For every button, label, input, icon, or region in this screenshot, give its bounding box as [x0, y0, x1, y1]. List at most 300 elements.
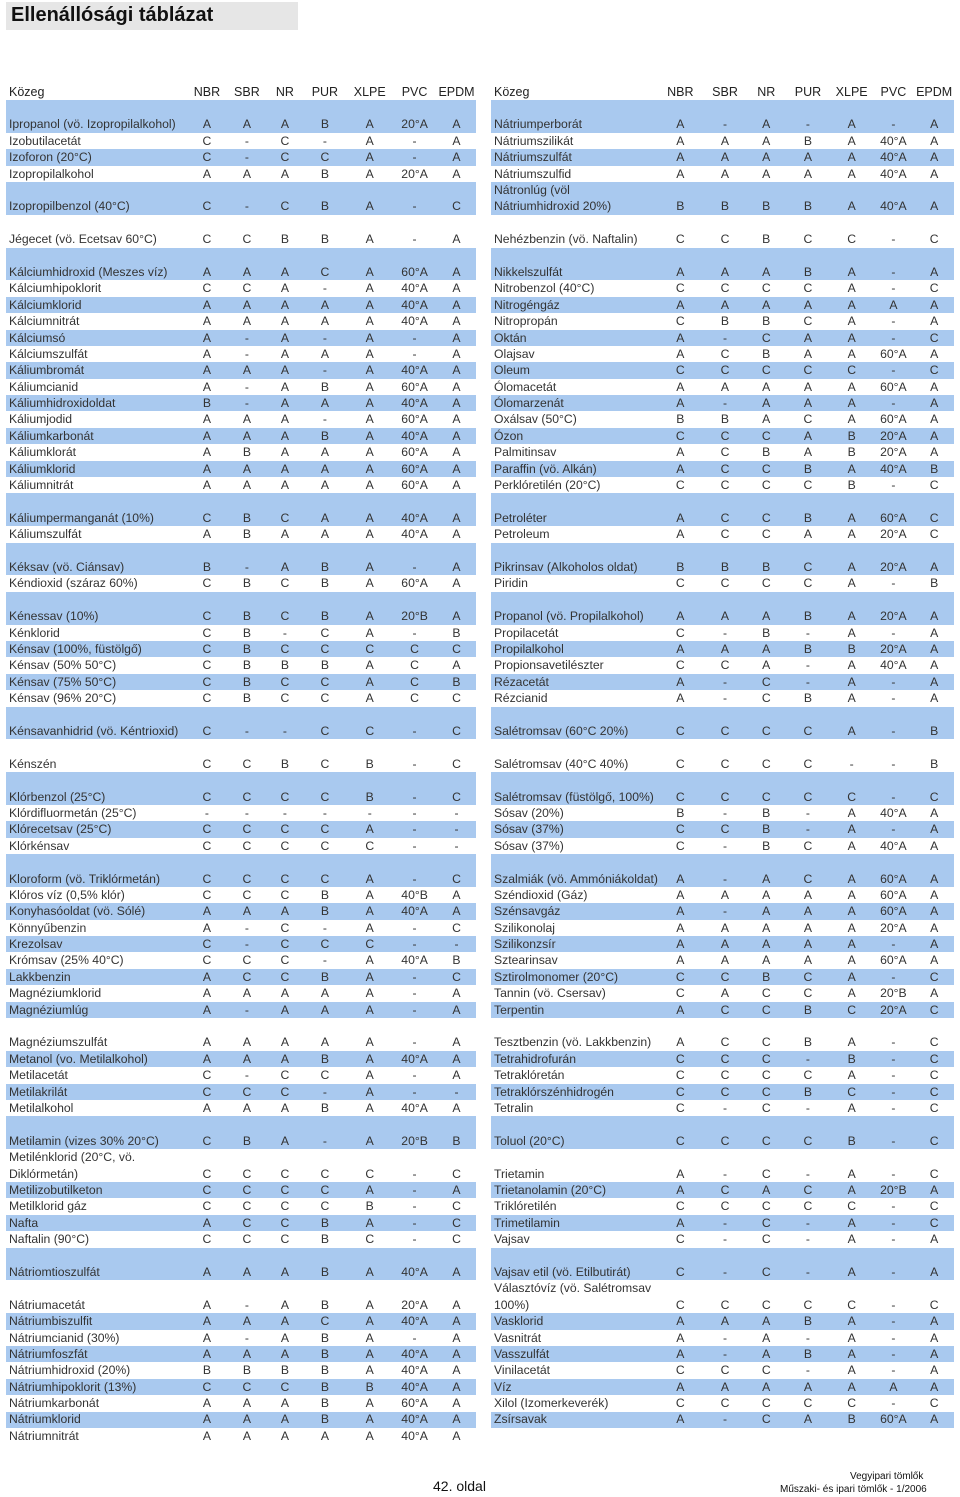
rating-cell: 60°A — [401, 478, 428, 493]
table-row — [6, 575, 476, 591]
table-row — [491, 936, 954, 952]
rating-cell: A — [365, 822, 374, 837]
rating-cell: A — [762, 1182, 771, 1197]
rating-cell: - — [244, 1330, 249, 1345]
rating-cell: A — [452, 264, 461, 279]
rating-cell: - — [722, 805, 728, 820]
table-row — [6, 182, 476, 215]
rating-cell: - — [244, 346, 249, 361]
rating-cell: A — [930, 838, 939, 853]
medium-name: Kénsavanhidrid (vö. Kéntrioxid) — [9, 723, 179, 738]
rating-cell: A — [365, 674, 374, 689]
rating-cell: B — [803, 1002, 813, 1017]
medium-name: Salétromsav (60°C 20%) — [494, 723, 629, 738]
medium-name: Magnéziumklorid — [9, 986, 102, 1001]
rating-cell: - — [412, 133, 417, 148]
medium-name: Pikrinsav (Alkoholos oldat) — [494, 560, 638, 575]
rating-cell: B — [320, 609, 329, 624]
medium-name: Nátriumszilikát — [494, 133, 574, 148]
rating-cell: - — [891, 1068, 896, 1083]
rating-cell: A — [676, 887, 685, 902]
rating-cell: - — [322, 805, 327, 820]
rating-cell: A — [452, 609, 461, 624]
rating-cell: C — [280, 1182, 290, 1197]
rating-cell: C — [280, 953, 290, 968]
column-header: NBR — [667, 84, 694, 99]
rating-cell: - — [891, 1363, 896, 1378]
rating-cell: A — [280, 346, 289, 361]
rating-cell: C — [720, 478, 730, 493]
rating-cell: C — [280, 150, 290, 165]
rating-cell: A — [847, 920, 856, 935]
rating-cell: - — [322, 330, 327, 345]
rating-cell: C — [720, 658, 730, 673]
rating-cell: C — [847, 363, 857, 378]
medium-name: Szalmiák (vö. Ammóniákoldat) — [494, 871, 658, 886]
rating-cell: 20°A — [401, 166, 428, 181]
medium-name: Káliumpermanganát (10%) — [9, 510, 154, 525]
rating-cell: A — [452, 330, 461, 345]
rating-cell: C — [803, 1182, 813, 1197]
rating-cell: A — [452, 576, 461, 591]
rating-cell: B — [320, 576, 329, 591]
medium-name: Nátriumnitrát — [9, 1428, 79, 1443]
rating-cell: C — [202, 887, 212, 902]
rating-cell: - — [722, 1166, 728, 1181]
rating-cell: - — [849, 756, 854, 771]
rating-cell: A — [202, 445, 211, 460]
rating-cell: B — [720, 199, 730, 214]
table-row — [6, 149, 476, 165]
rating-cell: C — [847, 232, 857, 247]
rating-cell: C — [720, 576, 730, 591]
rating-cell: - — [412, 756, 417, 771]
rating-cell: A — [242, 461, 251, 476]
rating-cell: C — [202, 838, 212, 853]
table-row — [6, 1182, 476, 1198]
rating-cell: A — [452, 510, 461, 525]
table-row — [491, 182, 954, 215]
medium-name: Metanol (vo. Metilalkohol) — [9, 1051, 148, 1066]
rating-cell: - — [722, 1232, 728, 1247]
medium-name: Izobutilacetát — [9, 133, 81, 148]
rating-cell: B — [320, 379, 329, 394]
rating-cell: B — [762, 346, 771, 361]
rating-cell: B — [320, 1215, 329, 1230]
medium-name: Klórecetsav (25°C) — [9, 822, 112, 837]
rating-cell: C — [242, 1215, 252, 1230]
rating-cell: A — [365, 1363, 374, 1378]
rating-cell: A — [365, 691, 374, 706]
rating-cell: 20°A — [880, 920, 907, 935]
medium-name: Triklóretilén — [494, 1199, 557, 1214]
rating-cell: - — [412, 805, 417, 820]
rating-cell: C — [365, 641, 375, 656]
rating-cell: C — [320, 789, 330, 804]
rating-cell: A — [280, 363, 289, 378]
rating-cell: C — [720, 1002, 730, 1017]
rating-cell: A — [930, 887, 939, 902]
rating-cell: - — [891, 1346, 896, 1361]
rating-cell: A — [720, 937, 730, 952]
rating-cell: A — [676, 527, 685, 542]
rating-cell: - — [367, 805, 372, 820]
rating-cell: B — [320, 1346, 329, 1361]
rating-cell: A — [930, 658, 939, 673]
rating-cell: - — [891, 674, 896, 689]
rating-cell: C — [675, 969, 685, 984]
rating-cell: C — [320, 150, 330, 165]
rating-cell: 60°A — [401, 461, 428, 476]
medium-name: Káliumklorát — [9, 445, 77, 460]
medium-name: Káliumcianid — [9, 379, 79, 394]
rating-cell: A — [803, 297, 813, 312]
rating-cell: A — [365, 1133, 374, 1148]
rating-cell: C — [280, 871, 290, 886]
rating-cell: A — [847, 166, 856, 181]
rating-cell: C — [761, 1101, 771, 1115]
rating-cell: C — [675, 838, 685, 853]
rating-cell: C — [761, 576, 771, 591]
table-row — [491, 395, 954, 411]
rating-cell: B — [803, 1084, 813, 1099]
rating-cell: C — [761, 1363, 771, 1378]
rating-cell: A — [280, 1412, 289, 1427]
rating-cell: 60°A — [401, 412, 428, 427]
rating-cell: B — [803, 133, 813, 148]
rating-cell: - — [805, 822, 810, 837]
rating-cell: A — [847, 379, 856, 394]
medium-name: Tannin (vö. Csersav) — [494, 986, 606, 1001]
medium-name: Nitropropán — [494, 314, 558, 329]
rating-cell: B — [762, 560, 771, 575]
rating-cell: C — [280, 609, 290, 624]
rating-cell: C — [320, 691, 330, 706]
rating-cell: B — [803, 199, 813, 214]
rating-cell: A — [202, 1101, 211, 1115]
rating-cell: 60°A — [880, 412, 907, 427]
table-row — [491, 592, 954, 625]
rating-cell: 40°A — [401, 1346, 428, 1361]
rating-cell: C — [280, 1232, 290, 1247]
rating-cell: B — [803, 461, 813, 476]
table-row — [6, 821, 476, 837]
rating-cell: - — [412, 346, 417, 361]
rating-cell: C — [202, 1379, 212, 1394]
rating-cell: C — [202, 1182, 212, 1197]
rating-cell: A — [202, 920, 211, 935]
rating-cell: 60°A — [880, 346, 907, 361]
rating-cell: C — [803, 789, 813, 804]
rating-cell: A — [452, 1314, 461, 1329]
rating-cell: C — [929, 1051, 939, 1066]
rating-cell: - — [244, 920, 249, 935]
rating-cell: A — [202, 986, 211, 1001]
rating-cell: C — [280, 133, 290, 148]
rating-cell: A — [676, 920, 685, 935]
table-row — [6, 657, 476, 673]
medium-name: Kénszén — [9, 756, 57, 771]
rating-cell: B — [676, 199, 685, 214]
rating-cell: 20°B — [401, 609, 428, 624]
table-row — [6, 920, 476, 936]
medium-name: Xilol (Izomerkeverék) — [494, 1396, 609, 1411]
title-box — [6, 2, 298, 30]
rating-cell: - — [244, 1297, 249, 1312]
rating-cell: B — [320, 658, 329, 673]
rating-cell: A — [320, 1035, 329, 1050]
rating-cell: - — [805, 625, 810, 640]
table-row — [491, 493, 954, 526]
rating-cell: A — [847, 1101, 856, 1115]
medium-name: Nátriomtioszulfát — [9, 1264, 100, 1279]
table-row — [491, 1395, 954, 1411]
rating-cell: A — [803, 904, 813, 919]
rating-cell: A — [847, 887, 856, 902]
rating-cell: C — [761, 789, 771, 804]
rating-cell: A — [452, 396, 461, 411]
rating-cell: 20°B — [880, 1182, 907, 1197]
rating-cell: A — [320, 986, 329, 1001]
rating-cell: B — [720, 560, 730, 575]
medium-name: Nátriumhipoklorit (13%) — [9, 1379, 137, 1394]
table-row — [6, 543, 476, 576]
rating-cell: A — [320, 1002, 329, 1017]
table-row — [6, 625, 476, 641]
medium-name: Kálciumklorid — [9, 297, 82, 312]
rating-cell: A — [930, 822, 939, 837]
rating-cell: A — [365, 281, 374, 296]
rating-cell: A — [452, 297, 461, 312]
rating-cell: A — [280, 1002, 289, 1017]
rating-cell: A — [280, 314, 289, 329]
table-row — [6, 428, 476, 444]
page-number: 42. oldal — [433, 1478, 486, 1494]
rating-cell: A — [242, 412, 251, 427]
table-row — [491, 1182, 954, 1198]
medium-name: Oktán — [494, 330, 527, 345]
rating-cell: C — [929, 969, 939, 984]
rating-cell: A — [202, 166, 211, 181]
rating-cell: A — [803, 527, 813, 542]
table-row — [491, 838, 954, 854]
table-row — [491, 772, 954, 805]
rating-cell: - — [244, 379, 249, 394]
rating-cell: C — [847, 1002, 857, 1017]
medium-name: Káliumhidroxidoldat — [9, 396, 116, 411]
rating-cell: A — [930, 166, 939, 181]
table-row — [6, 1067, 476, 1083]
rating-cell: C — [803, 871, 813, 886]
medium-name: Széndioxid (Gáz) — [494, 887, 588, 902]
rating-cell: 60°A — [401, 445, 428, 460]
table-row — [6, 100, 476, 133]
rating-cell: C — [761, 1199, 771, 1214]
rating-cell: A — [452, 1297, 461, 1312]
column-header: PVC — [401, 84, 428, 99]
table-row — [6, 1379, 476, 1395]
rating-cell: - — [412, 625, 417, 640]
medium-name: Ózon — [494, 428, 524, 443]
rating-cell: A — [365, 1330, 374, 1345]
rating-cell: B — [320, 199, 329, 214]
rating-cell: B — [320, 1297, 329, 1312]
rating-cell: A — [365, 330, 374, 345]
rating-cell: A — [280, 117, 289, 132]
table-row — [491, 1018, 954, 1051]
rating-cell: C — [761, 674, 771, 689]
rating-cell: A — [676, 1182, 685, 1197]
rating-cell: - — [244, 723, 249, 738]
rating-cell: - — [805, 1101, 810, 1115]
rating-cell: C — [929, 1297, 939, 1312]
rating-cell: C — [202, 133, 212, 148]
rating-cell: - — [454, 805, 459, 820]
medium-name: Ólomarzenát — [494, 396, 564, 411]
rating-cell: A — [847, 904, 856, 919]
rating-cell: C — [320, 1068, 330, 1083]
rating-cell: A — [452, 346, 461, 361]
rating-cell: 60°A — [880, 379, 907, 394]
medium-name: Salétromsav (40°C 40%) — [494, 756, 629, 771]
rating-cell: C — [720, 1363, 730, 1378]
rating-cell: - — [891, 264, 896, 279]
table-row — [491, 362, 954, 378]
rating-cell: A — [930, 346, 939, 361]
rating-cell: C — [242, 887, 252, 902]
rating-cell: C — [675, 986, 685, 1001]
rating-cell: A — [720, 986, 730, 1001]
rating-cell: C — [242, 822, 252, 837]
rating-cell: - — [412, 1084, 417, 1099]
rating-cell: - — [722, 1264, 728, 1279]
rating-cell: A — [365, 1346, 374, 1361]
rating-cell: A — [365, 1068, 374, 1083]
rating-cell: C — [202, 1166, 212, 1181]
rating-cell: - — [322, 1084, 327, 1099]
rating-cell: C — [242, 1199, 252, 1214]
rating-cell: A — [452, 379, 461, 394]
rating-cell: - — [805, 1051, 810, 1066]
rating-cell: A — [365, 560, 374, 575]
rating-cell: - — [282, 805, 287, 820]
medium-name: Metilalkohol — [9, 1101, 74, 1115]
rating-cell: B — [320, 1330, 329, 1345]
table-row — [491, 1362, 954, 1378]
medium-name: Sztearinsav — [494, 953, 558, 968]
rating-cell: A — [280, 1346, 289, 1361]
rating-cell: B — [762, 199, 771, 214]
medium-name: Kálciumhidroxid (Meszes víz) — [9, 264, 168, 279]
rating-cell: C — [929, 1035, 939, 1050]
table-row — [491, 707, 954, 740]
rating-cell: 60°A — [880, 953, 907, 968]
rating-cell: C — [720, 756, 730, 771]
rating-cell: C — [929, 1068, 939, 1083]
rating-cell: A — [930, 133, 939, 148]
medium-name: Káliumjodid — [9, 412, 73, 427]
rating-cell: 20°B — [880, 986, 907, 1001]
rating-cell: C — [320, 838, 330, 853]
rating-cell: A — [847, 281, 856, 296]
rating-cell: B — [452, 1133, 461, 1148]
rating-cell: A — [202, 363, 211, 378]
rating-cell: - — [805, 117, 810, 132]
table-row — [6, 772, 476, 805]
rating-cell: A — [202, 1215, 211, 1230]
rating-cell: - — [891, 969, 896, 984]
rating-cell: C — [803, 576, 813, 591]
rating-cell: A — [452, 428, 461, 443]
rating-cell: A — [930, 445, 939, 460]
rating-cell: A — [280, 445, 289, 460]
rating-cell: A — [847, 1314, 856, 1329]
table-row — [6, 1248, 476, 1281]
rating-cell: - — [891, 1101, 896, 1115]
rating-cell: A — [762, 937, 771, 952]
rating-cell: C — [202, 1084, 212, 1099]
rating-cell: C — [720, 1297, 730, 1312]
rating-cell: A — [242, 1346, 251, 1361]
rating-cell: A — [365, 363, 374, 378]
rating-cell: A — [847, 199, 856, 214]
rating-cell: A — [365, 871, 374, 886]
rating-cell: C — [929, 1002, 939, 1017]
medium-name: Könnyűbenzin — [9, 920, 87, 935]
rating-cell: - — [891, 1232, 896, 1247]
rating-cell: C — [675, 658, 685, 673]
table-row — [6, 1215, 476, 1231]
rating-cell: A — [762, 1314, 771, 1329]
rating-cell: - — [891, 396, 896, 411]
rating-cell: A — [676, 150, 685, 165]
rating-cell: A — [803, 953, 813, 968]
table-row — [491, 903, 954, 919]
rating-cell: A — [320, 1428, 329, 1443]
rating-cell: A — [803, 937, 813, 952]
rating-cell: C — [675, 232, 685, 247]
rating-cell: - — [891, 723, 896, 738]
rating-cell: A — [452, 281, 461, 296]
table-row — [6, 1412, 476, 1428]
rating-cell: 40°A — [401, 396, 428, 411]
medium-name: Lakkbenzin — [9, 969, 71, 984]
rating-cell: C — [452, 723, 461, 738]
table-row — [491, 887, 954, 903]
rating-cell: C — [410, 658, 419, 673]
rating-cell: A — [762, 887, 771, 902]
rating-cell: C — [242, 1182, 252, 1197]
rating-cell: A — [847, 1264, 856, 1279]
medium-name: Kénsav (100%, füstölgő) — [9, 641, 142, 656]
rating-cell: A — [930, 412, 939, 427]
rating-cell: A — [452, 1264, 461, 1279]
medium-name: Vasnitrát — [494, 1330, 542, 1345]
rating-cell: A — [365, 969, 374, 984]
rating-cell: A — [720, 641, 730, 656]
rating-cell: 40°A — [401, 281, 428, 296]
rating-cell: A — [452, 527, 461, 542]
rating-cell: C — [929, 1133, 939, 1148]
medium-name: Káliumbromát — [9, 363, 85, 378]
rating-cell: A — [452, 445, 461, 460]
rating-cell: B — [452, 674, 461, 689]
rating-cell: C — [202, 1199, 212, 1214]
rating-cell: 20°A — [880, 428, 907, 443]
rating-cell: - — [805, 1264, 810, 1279]
rating-cell: A — [847, 1232, 856, 1247]
rating-cell: A — [847, 150, 856, 165]
